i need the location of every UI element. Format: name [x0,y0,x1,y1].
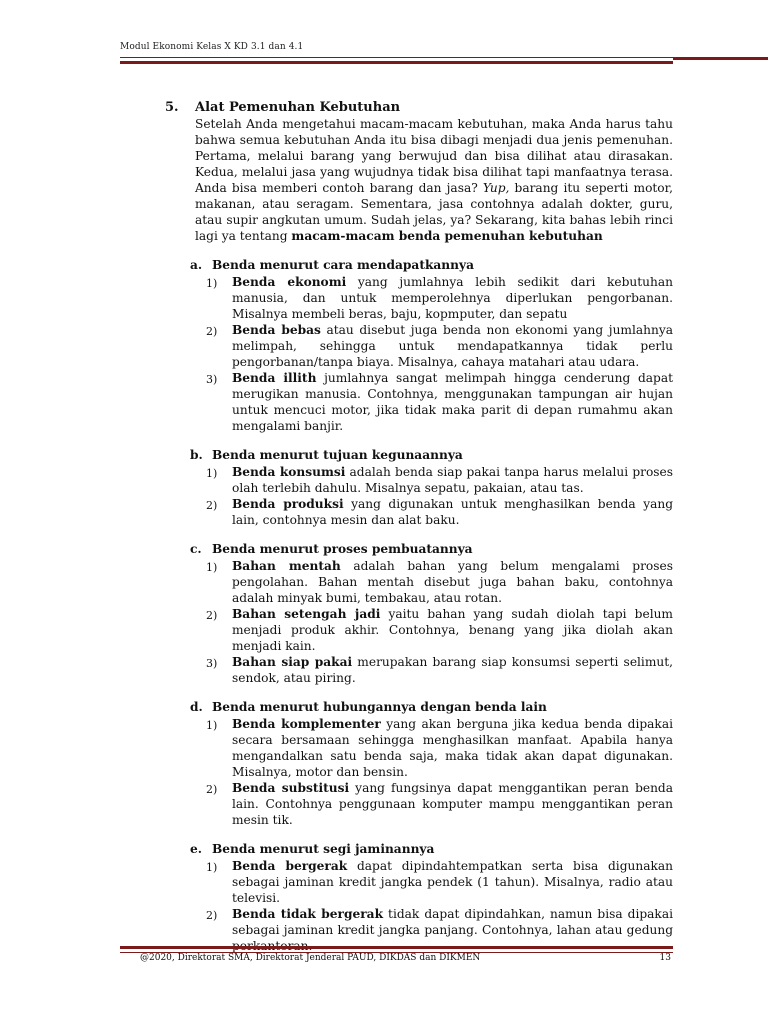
item-text [232,370,673,434]
list-item [206,558,673,606]
item-list [206,558,673,686]
item-number: 3) [206,373,218,386]
list-item [206,496,673,528]
item-list [206,274,673,434]
item-text [232,464,673,496]
page-content [165,100,673,954]
item-text [232,322,673,370]
item-number: 2) [206,783,218,796]
page-number: 13 [659,953,671,963]
item-term: Benda produksi [232,497,344,511]
subsection-b [190,447,673,528]
item-number: 2) [206,325,218,338]
item-text [232,274,673,322]
item-term: Benda komplementer [232,717,381,731]
subsection-heading [190,447,673,463]
item-description: adalah bahan yang belum mengalami proses pengolahan. Bahan mentah disebut juga bahan baku, contohnya adalah minyak bumi, tembakau, atau rotan. [232,559,673,605]
item-description: merupakan barang siap konsumsi seperti selimut, sendok, atau piring. [232,655,674,685]
header-rule-extension [673,57,768,61]
intro-bold-end: macam-macam benda pemenuhan kebutuhan [291,229,603,243]
item-term: Benda konsumsi [232,465,346,479]
subsection-letter: a. [190,258,203,272]
item-text [232,496,673,528]
item-description: adalah benda siap pakai tanpa harus melalui proses olah terlebih dahulu. Misalnya sepatu, pakaian, atau tas. [232,465,673,495]
list-item [206,654,673,686]
subsection-letter: d. [190,700,203,714]
subsection-heading [190,541,673,557]
intro-text-1: Setelah Anda mengetahui macam-macam kebutuhan, maka Anda harus tahu bahwa semua kebutuhan Anda itu bisa dibagi menjadi dua jenis pemenuhan. Pertama, melalui barang yang berwujud dan bisa dilihat atau dirasakan. Kedua, melalui jasa yang wujudnya tidak bisa dilihat tapi manfaatnya terasa. Anda bisa memberi contoh barang dan jasa? [195,117,673,195]
subsection-letter: e. [190,842,202,856]
item-number: 2) [206,909,218,922]
subsection-c [190,541,673,686]
item-text [232,606,673,654]
item-description: yang fungsinya dapat menggantikan peran benda lain. Contohnya penggunaan komputer mampu menggantikan peran mesin tik. [232,781,673,827]
item-number: 2) [206,499,218,512]
item-number: 2) [206,609,218,622]
subsection-title: Benda menurut tujuan kegunaannya [212,448,463,462]
subsection-letter: c. [190,542,202,556]
item-description: tidak dapat dipindahkan, namun bisa dipakai sebagai jaminan kredit jangka panjang. Contohnya, lahan atau gedung perkantoran. [232,907,673,953]
item-description: yang jumlahnya lebih sedikit dari kebutuhan manusia, dan untuk memperolehnya diperlukan pengorbanan. Misalnya membeli beras, baju, kopmputer, dan sepatu [232,275,673,321]
item-list [206,464,673,528]
list-item [206,464,673,496]
item-description: yang akan berguna jika kedua benda dipakai secara bersamaan sehingga menghasilkan manfaat. Apabila hanya mengandalkan satu benda saja, maka tidak akan dapat digunakan. Misalnya, motor dan bensin. [232,717,673,779]
list-item [206,370,673,434]
item-term: Benda ekonomi [232,275,347,289]
item-description: yaitu bahan yang sudah diolah tapi belum menjadi produk akhir. Contohnya, benang yang jika diolah akan menjadi kain. [232,607,673,653]
header-rule [120,57,673,64]
item-text [232,558,673,606]
item-text [232,780,673,828]
item-term: Bahan mentah [232,559,341,573]
list-item [206,322,673,370]
item-number: 3) [206,657,218,670]
item-list [206,858,673,954]
list-item [206,858,673,906]
page-footer [120,953,673,963]
subsection-title: Benda menurut cara mendapatkannya [212,258,475,272]
subsection-letter: b. [190,448,203,462]
subsection-d [190,699,673,828]
item-number: 1) [206,719,218,732]
item-term: Bahan setengah jadi [232,607,381,621]
item-term: Benda illith [232,371,317,385]
item-text [232,716,673,780]
list-item [206,780,673,828]
list-item [206,274,673,322]
section-intro [195,116,673,244]
item-description: jumlahnya sangat melimpah hingga cenderung dapat merugikan manusia. Contohnya, menggunakan tampungan air hujan untuk mencuci motor, jika tidak maka parit di depan rumahmu akan mengalami banjir. [232,371,674,433]
item-number: 1) [206,467,218,480]
item-description: dapat dipindahtempatkan serta bisa digunakan sebagai jaminan kredit jangka pendek (1 tahun). Misalnya, radio atau televisi. [232,859,673,905]
item-number: 1) [206,277,218,290]
intro-text-2: barang itu seperti motor, makanan, atau seragam. Sementara, jasa contohnya adalah dokter, guru, atau supir angkutan umum. Sudah jelas, ya? Sekarang, kita bahas lebih rinci lagi ya tentang [195,181,674,243]
subsection-heading [190,257,673,273]
page-header-title: Modul Ekonomi Kelas X KD 3.1 dan 4.1 [120,42,304,52]
item-number: 1) [206,561,218,574]
item-term: Benda substitusi [232,781,350,795]
subsection-a [190,257,673,434]
subsection-title: Benda menurut proses pembuatannya [212,542,473,556]
subsection-title: Benda menurut segi jaminannya [212,842,435,856]
subsection-heading [190,699,673,715]
item-term: Benda bebas [232,323,321,337]
footer-rule [120,946,673,953]
list-item [206,716,673,780]
section-title: Alat Pemenuhan Kebutuhan [195,100,401,115]
item-number: 1) [206,861,218,874]
subsection-title: Benda menurut hubungannya dengan benda lain [212,700,547,714]
footer-copyright: @2020, Direktorat SMA, Direktorat Jenderal PAUD, DIKDAS dan DIKMEN [140,953,481,963]
item-term: Benda tidak bergerak [232,907,384,921]
section-number: 5. [165,100,179,115]
item-description: atau disebut juga benda non ekonomi yang jumlahnya melimpah, sehingga untuk mendapatkannya tidak perlu pengorbanan/tanpa biaya. Misalnya, cahaya matahari atau udara. [232,323,673,369]
item-description: yang digunakan untuk menghasilkan benda yang lain, contohnya mesin dan alat baku. [232,497,673,527]
item-term: Bahan siap pakai [232,655,353,669]
section-heading [165,100,673,116]
item-text [232,858,673,906]
item-text [232,654,673,686]
list-item [206,606,673,654]
subsection-heading [190,841,673,857]
intro-yup: Yup, [482,181,510,195]
item-list [206,716,673,828]
item-term: Benda bergerak [232,859,348,873]
subsection-e [190,841,673,954]
